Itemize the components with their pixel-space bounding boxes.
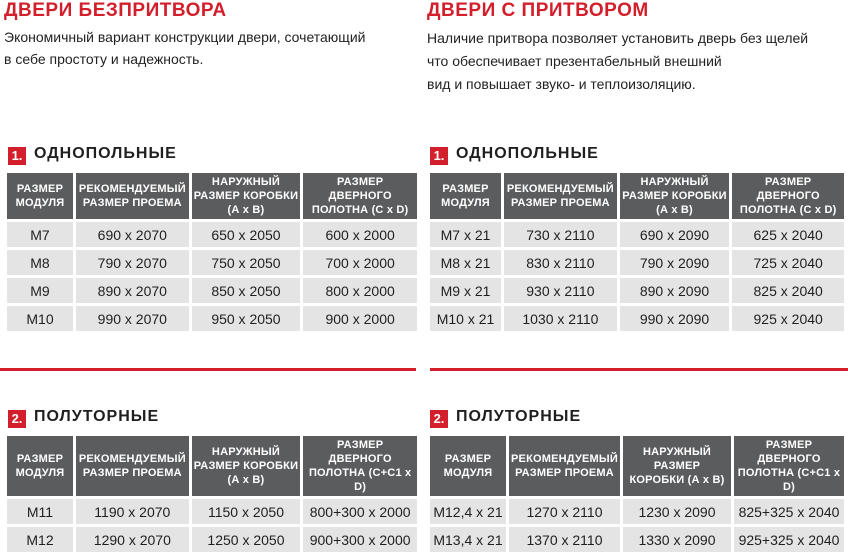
table-row	[430, 222, 844, 247]
description: Экономичный вариант конструкции двери, сочетающий в себе простоту и надежность.	[4, 29, 366, 67]
spec-table-one-and-half	[4, 433, 420, 555]
table-cell: 800+300 x 2000	[303, 499, 417, 524]
column-header: РАЗМЕР МОДУЛЯ	[7, 173, 73, 219]
table-row	[430, 306, 844, 331]
table-cell: M7	[7, 222, 73, 247]
table-cell: 625 x 2040	[732, 222, 844, 247]
table-cell: 800 x 2000	[303, 278, 417, 303]
table-cell: 1190 x 2070	[76, 499, 189, 524]
column-header: РАЗМЕР ДВЕРНОГО ПОЛОТНА (С х D)	[303, 173, 417, 219]
column-header: НАРУЖНЫЙ РАЗМЕР КОРОБКИ (А х В)	[192, 173, 301, 219]
table-cell: 890 x 2070	[76, 278, 189, 303]
table-cell: 700 x 2000	[303, 250, 417, 275]
table-cell: 650 x 2050	[192, 222, 301, 247]
table-row	[7, 250, 417, 275]
table-cell: 1150 x 2050	[192, 499, 301, 524]
column-header: РАЗМЕР МОДУЛЯ	[430, 173, 501, 219]
spec-table-single	[4, 170, 420, 334]
table-cell: 990 x 2090	[620, 306, 730, 331]
table-cell: 950 x 2050	[192, 306, 301, 331]
table-cell: 790 x 2070	[76, 250, 189, 275]
section-number-badge: 2.	[430, 410, 448, 428]
table-cell: 925+325 x 2040	[734, 527, 844, 552]
table-cell: M9 x 21	[430, 278, 501, 303]
spec-table-single	[427, 170, 847, 334]
column-header: РЕКОМЕНДУЕМЫЙ РАЗМЕР ПРОЕМА	[509, 436, 620, 496]
section-number-badge: 2.	[8, 410, 26, 428]
table-row	[430, 278, 844, 303]
table-cell: M13,4 x 21	[430, 527, 506, 552]
table-cell: 825+325 x 2040	[734, 499, 844, 524]
table-cell: 750 x 2050	[192, 250, 301, 275]
table-header-row	[7, 436, 417, 496]
description: Наличие притвора позволяет установить дверь без щелей что обеспечивает презентабельный внешний вид и повышает звуко- и теплоизоляцию.	[427, 30, 809, 92]
table-row	[430, 250, 844, 275]
table-cell: 900 x 2000	[303, 306, 417, 331]
table-cell: 930 x 2110	[504, 278, 617, 303]
section-title: ПОЛУТОРНЫЕ	[34, 408, 160, 425]
table-row	[7, 222, 417, 247]
section-number-badge: 1.	[430, 147, 448, 165]
table-cell: M11	[7, 499, 73, 524]
column-header: РЕКОМЕНДУЕМЫЙ РАЗМЕР ПРОЕМА	[76, 436, 189, 496]
column-header: РЕКОМЕНДУЕМЫЙ РАЗМЕР ПРОЕМА	[504, 173, 617, 219]
table-row	[7, 499, 417, 524]
section-title: ПОЛУТОРНЫЕ	[456, 408, 582, 425]
table-cell: M8 x 21	[430, 250, 501, 275]
section-title: ОДНОПОЛЬНЫЕ	[34, 145, 177, 162]
column-header: РАЗМЕР ДВЕРНОГО ПОЛОТНА (С+С1 х D)	[734, 436, 844, 496]
column-header: РАЗМЕР ДВЕРНОГО ПОЛОТНА (С х D)	[732, 173, 844, 219]
column-header: НАРУЖНЫЙ РАЗМЕР КОРОБКИ (А х В)	[620, 173, 730, 219]
table-cell: 925 x 2040	[732, 306, 844, 331]
table-cell: 825 x 2040	[732, 278, 844, 303]
table-cell: 1030 x 2110	[504, 306, 617, 331]
column-header: РАЗМЕР МОДУЛЯ	[7, 436, 73, 496]
table-row	[7, 527, 417, 552]
table-cell: 1330 x 2090	[623, 527, 731, 552]
table-cell: 690 x 2070	[76, 222, 189, 247]
table-cell: 850 x 2050	[192, 278, 301, 303]
table-row	[7, 306, 417, 331]
page-title: ДВЕРИ БЕЗПРИТВОРА	[4, 0, 227, 21]
table-cell: 830 x 2110	[504, 250, 617, 275]
table-cell: M10 x 21	[430, 306, 501, 331]
table-cell: 600 x 2000	[303, 222, 417, 247]
section-number-badge: 1.	[8, 147, 26, 165]
table-cell: M9	[7, 278, 73, 303]
table-cell: M12	[7, 527, 73, 552]
table-cell: 725 x 2040	[732, 250, 844, 275]
column-header: РЕКОМЕНДУЕМЫЙ РАЗМЕР ПРОЕМА	[76, 173, 189, 219]
table-header-row	[7, 173, 417, 219]
section-divider	[0, 368, 416, 371]
spec-table-one-and-half	[427, 433, 847, 555]
table-cell: 1250 x 2050	[192, 527, 301, 552]
section-divider	[430, 368, 848, 371]
table-cell: 1270 x 2110	[509, 499, 620, 524]
table-cell: M7 x 21	[430, 222, 501, 247]
column-header: НАРУЖНЫЙ РАЗМЕР КОРОБКИ (А х В)	[623, 436, 731, 496]
table-cell: 690 x 2090	[620, 222, 730, 247]
table-cell: 790 x 2090	[620, 250, 730, 275]
table-cell: 900+300 x 2000	[303, 527, 417, 552]
page-title: ДВЕРИ С ПРИТВОРОМ	[427, 0, 649, 21]
table-row	[7, 278, 417, 303]
table-cell: M8	[7, 250, 73, 275]
table-row	[430, 499, 844, 524]
table-cell: 1290 x 2070	[76, 527, 189, 552]
column-header: РАЗМЕР МОДУЛЯ	[430, 436, 506, 496]
column-header: НАРУЖНЫЙ РАЗМЕР КОРОБКИ (А х В)	[192, 436, 301, 496]
table-cell: 730 x 2110	[504, 222, 617, 247]
table-header-row	[430, 436, 844, 496]
table-cell: 1370 x 2110	[509, 527, 620, 552]
table-cell: 1230 x 2090	[623, 499, 731, 524]
table-row	[430, 527, 844, 552]
table-cell: 990 x 2070	[76, 306, 189, 331]
table-header-row	[430, 173, 844, 219]
table-cell: M12,4 x 21	[430, 499, 506, 524]
table-cell: M10	[7, 306, 73, 331]
table-cell: 890 x 2090	[620, 278, 730, 303]
column-header: РАЗМЕР ДВЕРНОГО ПОЛОТНА (С+С1 х D)	[303, 436, 417, 496]
section-title: ОДНОПОЛЬНЫЕ	[456, 145, 599, 162]
